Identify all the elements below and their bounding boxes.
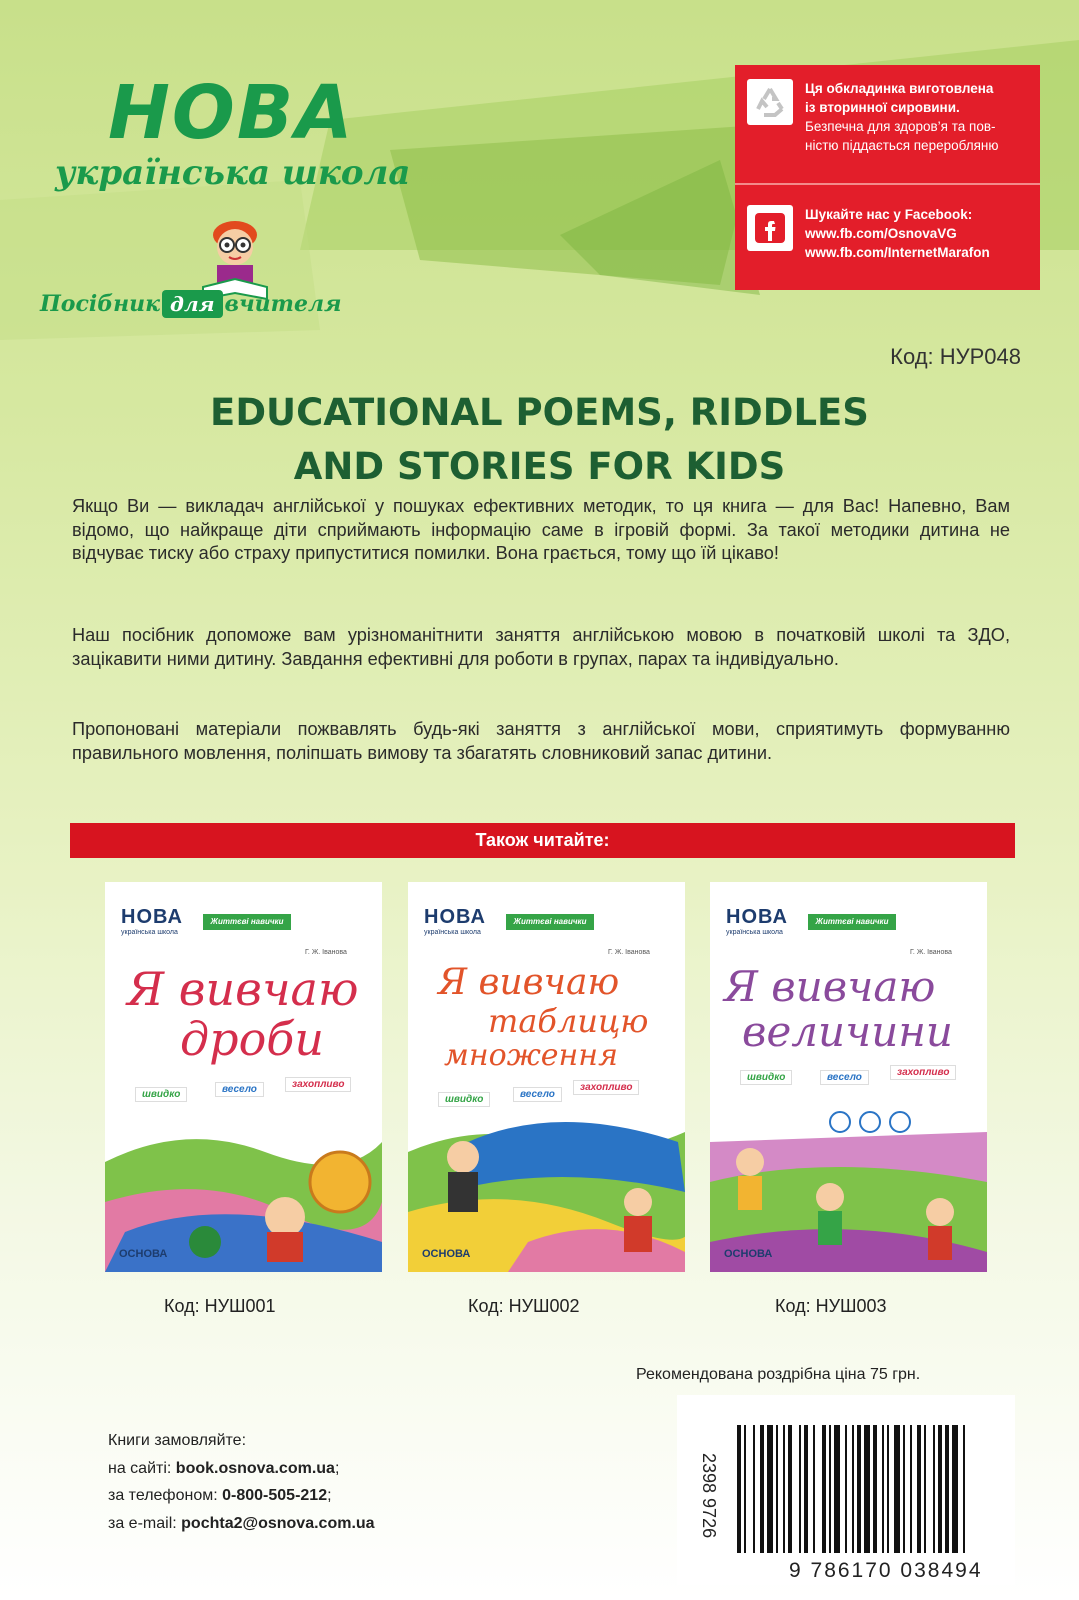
barcode-bar [852,1425,854,1553]
barcode-bar [799,1425,801,1553]
facebook-notice [747,205,990,262]
barcode-bar [887,1425,889,1553]
barcode-bar [783,1425,785,1553]
order-phone-number[interactable]: 0-800-505-212 [222,1487,328,1504]
book-title-line-1: EDUCATIONAL POEMS, RIDDLES [210,391,869,434]
brand-title: НОВА [108,70,355,156]
barcode-bar [938,1425,942,1553]
book-3-chip-2: весело [820,1070,869,1085]
book-3-chip-3: захопливо [890,1065,956,1080]
order-site-link[interactable]: book.osnova.com.ua [175,1459,335,1477]
barcode-bar [813,1425,815,1553]
barcode-bar [917,1425,921,1553]
facebook-link-2[interactable]: www.fb.com/InternetMarafon [805,245,990,260]
also-read-bar: Також читайте: [70,823,1015,858]
book-2-code: Код: НУШ002 [468,1296,580,1316]
barcode-side-digits: 2398 9726 [699,1453,719,1539]
barcode-bar [910,1425,912,1553]
book-2-nova-sub: українська школа [424,929,481,936]
barcode-bar [753,1425,755,1553]
barcode-bar [864,1425,870,1553]
book-2-illustration [408,1102,685,1272]
barcode-bar [873,1425,877,1553]
recommended-price: Рекомендована роздрібна ціна 75 грн. [636,1366,921,1383]
book-3-title-line-1: Я вивчаю [724,962,936,1011]
order-site: на сайті: book.osnova.com.ua; [108,1459,340,1477]
barcode-bar [882,1425,884,1553]
order-info [108,1427,375,1537]
order-heading: Книги замовляйте: [108,1432,247,1449]
book-3-code: Код: НУШ003 [775,1296,887,1316]
facebook-icon[interactable] [747,205,793,251]
book-2-title-line-2: таблицю [488,1002,649,1040]
book-2-series-tag: Життєві навички [506,914,594,930]
barcode-bar [767,1425,773,1553]
book-3-chip-1: швидко [740,1070,792,1085]
facebook-link-1[interactable]: www.fb.com/OsnovaVG [805,226,957,241]
barcode-bar [737,1425,741,1553]
guide-mid: для [162,290,222,318]
guide-right: вчителя [224,291,342,317]
book-2-publisher: ОСНОВА [422,1248,471,1260]
book-1-nova-sub: українська школа [121,929,178,936]
book-2-title-line-3: множення [444,1038,618,1073]
book-2-title-line-1: Я вивчаю [438,962,620,1003]
book-1-author: Г. Ж. Іванова [305,949,347,956]
book-3-nova: НОВА [726,906,788,928]
recycle-icon [747,79,793,125]
book-1-nova: НОВА [121,906,183,928]
recycle-line-2: із вторинної сировини. [805,100,960,115]
barcode-bar [903,1425,905,1553]
barcode-bar [924,1425,926,1553]
barcode-digits: 9 786170 038494 [789,1559,983,1582]
book-3-publisher: ОСНОВА [724,1248,773,1260]
barcode-bar [788,1425,792,1553]
order-phone: за телефоном: 0-800-505-212; [108,1487,332,1504]
description-paragraph-3: Пропоновані матеріали пожвавлять будь-які заняття з англійської мови, сприятимуть формуванню правильного мовлення, поліпшать вимову та збагатять словниковий запас дитини. [72,719,1010,763]
book-1-chip-3: захопливо [285,1077,351,1092]
barcode-bar [933,1425,935,1553]
book-title [0,386,1079,494]
book-cover-2[interactable] [408,882,685,1272]
product-code: Код: НУР048 [890,344,1021,369]
barcode-bar [834,1425,840,1553]
info-box [735,65,1040,290]
book-3-nova-sub: українська школа [726,929,783,936]
recycle-notice [747,79,999,155]
book-1-title-line-1: Я вивчаю [127,962,359,1016]
book-2-chip-3: захопливо [573,1080,639,1095]
barcode-bar [822,1425,826,1553]
mascot-reading-icon [195,215,275,300]
barcode [677,1395,1015,1585]
book-3-illustration [710,1102,987,1272]
description-paragraph-1: Якщо Ви — викладач англійської у пошуках ефективних методик, то ця книга — для Вас! Напевно, Вам відомо, що найкраще діти сприймають інформацію саме в ігровій формі. За такої методики дитина не відчуває тиску або страху припуститися помилки. Вона грається, тому що їй цікаво! [72,496,1010,563]
barcode-bar [952,1425,958,1553]
barcode-bar [760,1425,764,1553]
recycle-line-3: Безпечна для здоров’я та пов- [805,119,996,134]
barcode-bar [829,1425,831,1553]
book-3-title-line-2: величини [742,1007,953,1056]
order-email: за e-mail: pochta2@osnova.com.ua [108,1514,375,1532]
book-1-chip-1: швидко [135,1087,187,1102]
book-1-publisher: ОСНОВА [119,1248,168,1260]
book-2-nova: НОВА [424,906,486,928]
book-cover-1[interactable] [105,882,382,1272]
book-cover-3[interactable] [710,882,987,1272]
book-1-illustration [105,1102,382,1272]
barcode-bar [963,1425,965,1553]
barcode-bar [804,1425,808,1553]
barcode-bar [945,1425,949,1553]
book-2-chip-1: швидко [438,1092,490,1107]
guide-left: Посібник [40,291,161,317]
barcode-bar [776,1425,778,1553]
book-title-line-2: AND STORIES FOR KIDS [293,445,786,488]
order-email-link[interactable]: pochta2@osnova.com.ua [181,1514,375,1532]
recycle-line-1: Ця обкладинка виготовлена [805,81,994,96]
barcode-bar [894,1425,900,1553]
book-1-series-tag: Життєві навички [203,914,291,930]
book-2-author: Г. Ж. Іванова [608,949,650,956]
book-1-code: Код: НУШ001 [164,1296,276,1316]
book-1-chip-2: весело [215,1082,264,1097]
barcode-bar [845,1425,847,1553]
barcode-bar [744,1425,746,1553]
guide-label [40,290,342,318]
book-1-title-line-2: дроби [180,1012,324,1066]
book-3-author: Г. Ж. Іванова [910,949,952,956]
brand-subtitle: українська школа [55,153,411,193]
book-3-series-tag: Життєві навички [808,914,896,930]
book-2-chip-2: весело [513,1087,562,1102]
barcode-bar [857,1425,861,1553]
info-divider [735,183,1040,185]
facebook-line-1: Шукайте нас у Facebook: [805,207,973,222]
recycle-line-4: ністю піддається переробляню [805,138,999,153]
description-paragraph-2: Наш посібник допоможе вам урізноманітнити заняття англійською мовою в початковій школі та ЗДО, зацікавити ними дитину. Завдання ефективні для роботи в групах, парах та індивідуально. [72,625,1010,669]
